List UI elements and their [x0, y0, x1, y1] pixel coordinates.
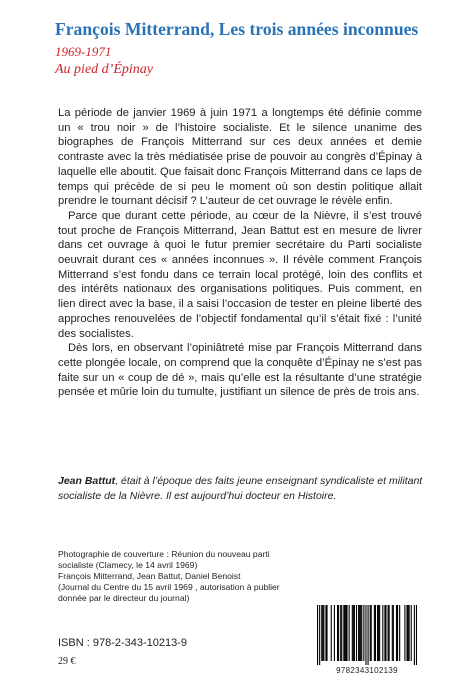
barcode-bar	[319, 605, 320, 665]
barcode-bar	[375, 605, 376, 661]
barcode-bar	[378, 605, 379, 661]
barcode-bar	[353, 605, 354, 661]
blurb	[58, 106, 422, 400]
photo-credits	[58, 549, 302, 604]
barcode-bar	[363, 605, 364, 661]
barcode-bar	[393, 605, 394, 661]
blurb-paragraph-3: Dès lors, en observant l’opiniâtreté mise par François Mitterrand dans cette plongée locale, on comprend que la conquête d’Épinay ne s’est pas faite sur un « coup de dé », mais qu’elle est la résultante d’une stratégie pensée et mûrie loin du tumulte, justifiant un silence de près de trois ans.	[58, 342, 422, 399]
barcode-bar	[371, 605, 372, 661]
barcode-bar	[338, 605, 339, 661]
credits-line-2: François Mitterrand, Jean Battut, Daniel Benoist	[58, 571, 241, 581]
barcode-bar	[377, 605, 378, 661]
book-title: François Mitterrand, Les trois années inconnues	[55, 19, 419, 39]
author-description: , était à l’époque des faits jeune enseignant syndicaliste et militant socialiste de la Nièvre. Il est aujourd’hui docteur en Histoire.	[58, 475, 423, 503]
barcode-bar	[361, 605, 362, 661]
barcode-bar	[379, 605, 380, 661]
barcode-bar	[334, 605, 335, 661]
barcode-bar	[358, 605, 359, 661]
barcode-bar	[416, 605, 417, 665]
barcode-bar	[382, 605, 383, 661]
isbn: ISBN : 978-2-343-10213-9	[58, 637, 188, 649]
barcode-bar	[406, 605, 407, 661]
credits-line-1: Photographie de couverture : Réunion du nouveau parti socialiste (Clamecy, le 14 avril 1969)	[58, 549, 270, 570]
book-subtitle: Au pied d’Épinay	[55, 62, 153, 77]
barcode-bar	[354, 605, 355, 661]
author-bio	[58, 474, 426, 505]
barcode-bar	[326, 605, 327, 661]
barcode-bar	[321, 605, 322, 661]
barcode-bar	[370, 605, 371, 661]
barcode-bar	[331, 605, 332, 661]
barcode-bar	[322, 605, 323, 661]
author-name: Jean Battut	[58, 475, 116, 487]
barcode-bar	[404, 605, 405, 661]
barcode-bar	[360, 605, 361, 661]
barcode-bar	[374, 605, 375, 661]
cover-header	[55, 19, 440, 79]
barcode-bar	[409, 605, 410, 661]
barcode-bars-icon	[317, 605, 417, 665]
barcode-bar	[340, 605, 341, 661]
barcode-bar	[323, 605, 324, 661]
barcode-bar	[356, 605, 357, 661]
barcode-bar	[349, 605, 350, 661]
barcode-bar	[388, 605, 389, 661]
barcode-bar	[414, 605, 415, 665]
barcode-bar	[389, 605, 390, 661]
barcode-bar	[411, 605, 412, 661]
barcode-bar	[325, 605, 326, 661]
barcode-bar	[368, 605, 369, 665]
barcode-bar	[341, 605, 342, 661]
barcode-number: 9782343102139	[336, 666, 398, 675]
barcode-bar	[359, 605, 360, 661]
barcode-bar	[343, 605, 344, 661]
credits-line-3: (Journal du Centre du 15 avril 1969 , autorisation à publier donnée par le directeur du journal)	[58, 582, 280, 603]
barcode-bar	[392, 605, 393, 661]
barcode-bar	[399, 605, 400, 661]
barcode-bar	[396, 605, 397, 661]
barcode-bar	[397, 605, 398, 661]
barcode-bar	[365, 605, 366, 665]
barcode-bar	[385, 605, 386, 661]
barcode-bar	[352, 605, 353, 661]
barcode-bar	[345, 605, 346, 661]
blurb-paragraph-1: La période de janvier 1969 à juin 1971 a longtemps été définie comme un « trou noir » de l’histoire socialiste. Et le silence unanime des biographes de François Mitterrand sur ces deux années et demie contraste avec la très médiatisée prise de pouvoir au congrès d’Épinay à laquelle elle aboutit. Que faisait donc François Mitterrand dans ce laps de temps qui précède de si peu le moment où son destin politique allait prendre le tournant décisif ? L’auteur de cet ouvrage le révèle enfin.	[58, 107, 422, 208]
price: 29 €	[58, 656, 76, 667]
barcode-bar	[408, 605, 409, 661]
barcode-bar	[384, 605, 385, 661]
book-years: 1969-1971	[55, 44, 112, 59]
barcode	[317, 605, 417, 675]
barcode-bar	[337, 605, 338, 661]
barcode-bar	[346, 605, 347, 661]
barcode-bar	[317, 605, 318, 665]
blurb-paragraph-2: Parce que durant cette période, au cœur de la Nièvre, il s’est trouvé tout proche de François Mitterrand, Jean Battut est en mesure de livrer dans cet ouvrage à quoi le futur premier secrétaire du Parti socialiste oeuvrait durant ces « années inconnues ». Il révèle comment François Mitterrand s’est fondu dans ce terrain local protégé, loin des conflits et des intérêts nationaux des organisations politiques. Puis comment, en lien direct avec la base, il a saisi l’occasion de tester en pleine liberté des approches renouvelées de l’objectif fondamental qu’il s’était fixé : l’unité des socialistes.	[58, 209, 422, 340]
barcode-bar	[344, 605, 345, 661]
